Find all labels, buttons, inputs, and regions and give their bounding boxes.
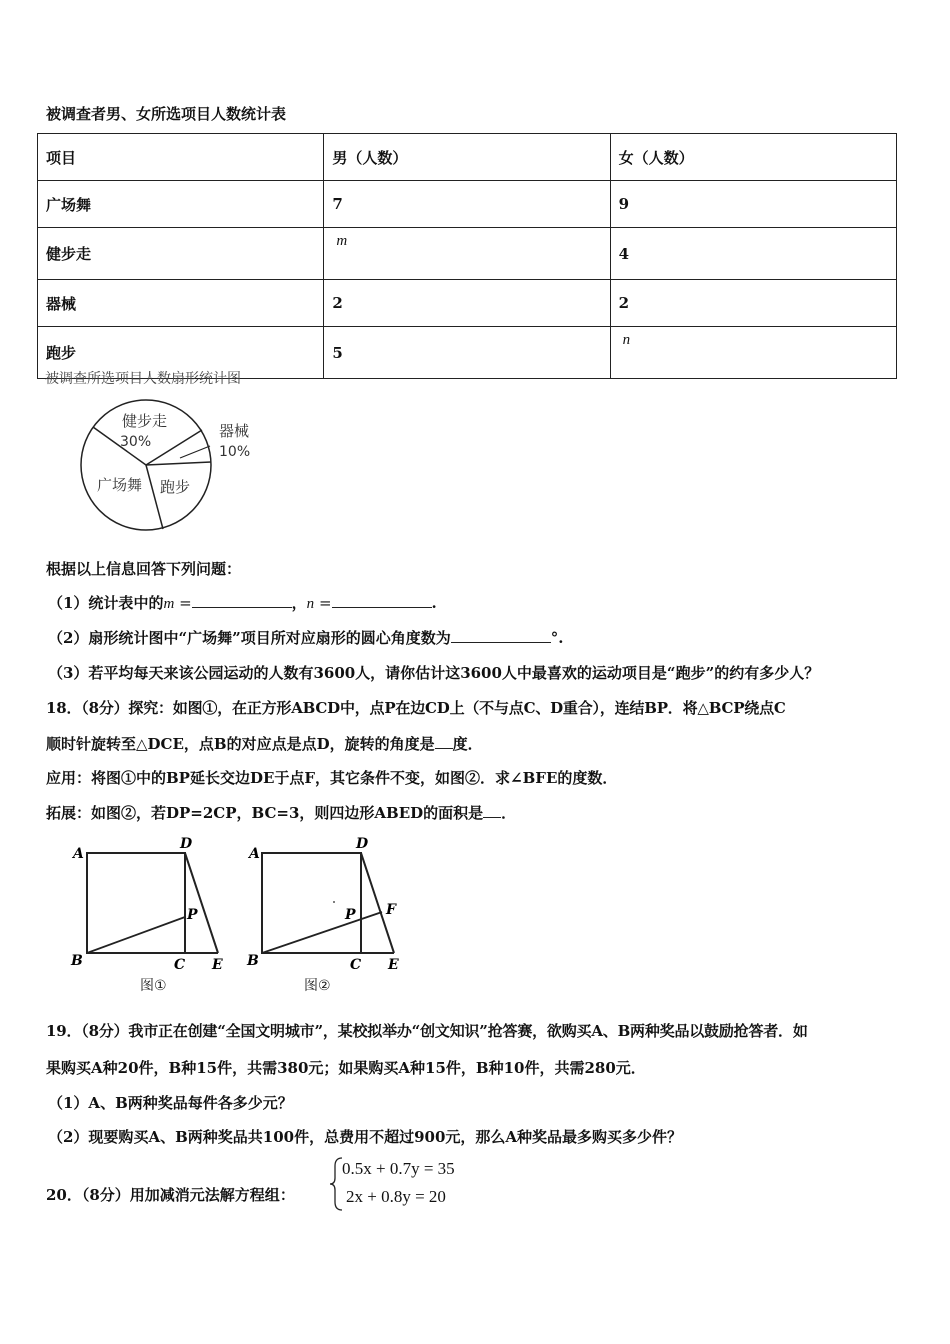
label-a: A: [73, 846, 84, 862]
table-header-row: [38, 134, 897, 181]
table-cell: 2: [324, 280, 610, 327]
table-row: [38, 228, 897, 280]
square-abcd: [87, 853, 185, 953]
table-row: [38, 280, 897, 327]
label-d: D: [180, 836, 193, 852]
table-cell: 9: [610, 181, 896, 228]
q18-line4: 拓展：如图②，若DP=2CP，BC=3，则四边形ABED的面积是 ．: [46, 804, 517, 822]
pie-divider: [146, 430, 202, 465]
table-cell: 4: [610, 228, 896, 280]
table-cell: 广场舞: [38, 181, 324, 228]
segment-bf: [262, 912, 382, 953]
q17-part2: （2）扇形统计图中“广场舞”项目所对应扇形的圆心角度数为 °.: [48, 629, 564, 647]
pie-pct-qixie: 10%: [219, 444, 251, 460]
header-cell: 项目: [38, 134, 324, 181]
label-b: B: [247, 953, 259, 969]
geometry-figure-2: [236, 832, 416, 1002]
header-cell: 女（人数）: [610, 134, 896, 181]
square-abcd: [262, 853, 361, 953]
table-caption: 被调查者男、女所选项目人数统计表: [46, 105, 287, 123]
q17-part3: （3）若平均每天来该公园运动的人数有3600人，请你估计这3600人中最喜欢的运动项目是“跑步”的约有多少人？: [48, 664, 820, 682]
pie-divider: [146, 465, 163, 529]
header-cell: 男（人数）: [324, 134, 610, 181]
table-cell: 5: [324, 327, 610, 379]
segment-bp: [87, 917, 185, 953]
q19-part1: （1）A、B两种奖品每件各多少元？: [48, 1094, 293, 1112]
label-c: C: [174, 957, 186, 973]
equation-1: 0.5x + 0.7y = 35: [342, 1159, 455, 1178]
figure-caption: 图①: [140, 978, 167, 994]
label-e: E: [388, 957, 399, 973]
q19-part2: （2）现要购买A、B两种奖品共100件，总费用不超过900元，那么A种奖品最多购买多少件？: [48, 1128, 683, 1146]
statistics-table: [37, 133, 897, 379]
label-c: C: [350, 957, 362, 973]
segment-de: [185, 853, 218, 953]
pie-leader-line: [180, 446, 210, 458]
q19-line2: 果购买A种20件，B种15件，共需380元；如果购买A种15件，B种10件，共需280元．: [46, 1059, 646, 1077]
table-row: [38, 181, 897, 228]
table-cell: n: [610, 327, 896, 379]
label-a: A: [249, 846, 260, 862]
q18-line1: 18．（8分）探究：如图①，在正方形ABCD中，点P在边CD上（不与点C、D重合），连结BP．将△BCP绕点C: [46, 699, 786, 717]
figure-caption: 图②: [304, 978, 331, 994]
label-p: P: [187, 907, 198, 923]
label-b: B: [71, 953, 83, 969]
stray-dot: [333, 901, 335, 903]
table-cell: 器械: [38, 280, 324, 327]
geometry-figure-1: [60, 832, 240, 1002]
pie-label-jianbuzou: 健步走: [122, 412, 168, 430]
table-cell: 跑步: [38, 327, 324, 379]
answer-blank[interactable]: [332, 593, 432, 608]
answer-blank[interactable]: [435, 734, 453, 749]
answer-blank[interactable]: [192, 593, 292, 608]
q18-line2: 顺时针旋转至△DCE，点B的对应点是点D，旋转的角度是 度．: [46, 735, 483, 753]
q18-line3: 应用：将图①中的BP延长交边DE于点F，其它条件不变，如图②．求∠BFE的度数．: [46, 769, 618, 787]
pie-label-qixie: 器械: [219, 422, 250, 440]
pie-label-guangchangwu: 广场舞: [97, 476, 143, 494]
equation-2: 2x + 0.8y = 20: [346, 1187, 446, 1206]
pie-divider: [146, 462, 211, 465]
pie-label-paobu: 跑步: [160, 478, 191, 496]
answer-blank[interactable]: [451, 628, 551, 643]
q17-intro: 根据以上信息回答下列问题：: [46, 560, 242, 578]
answer-blank[interactable]: [483, 803, 501, 818]
pie-caption: 被调查所选项目人数扇形统计图: [45, 371, 241, 387]
q20-label: 20．（8分）用加减消元法解方程组：: [46, 1186, 295, 1204]
q17-part1: （1）统计表中的m = ，n = .: [48, 594, 437, 612]
q19-line1: 19．（8分）我市正在创建“全国文明城市”，某校拟举办“创文知识”抢答赛，欲购买A、B两种奖品以鼓励抢答者．如: [46, 1022, 808, 1040]
label-d: D: [356, 836, 369, 852]
pie-chart-figure: [40, 368, 300, 538]
table-cell: m: [324, 228, 610, 280]
table-cell: 7: [324, 181, 610, 228]
label-f: F: [386, 902, 396, 918]
table-cell: 2: [610, 280, 896, 327]
table-cell: 健步走: [38, 228, 324, 280]
label-p: P: [345, 907, 356, 923]
pie-pct-jianbuzou: 30%: [120, 434, 152, 450]
label-e: E: [212, 957, 223, 973]
